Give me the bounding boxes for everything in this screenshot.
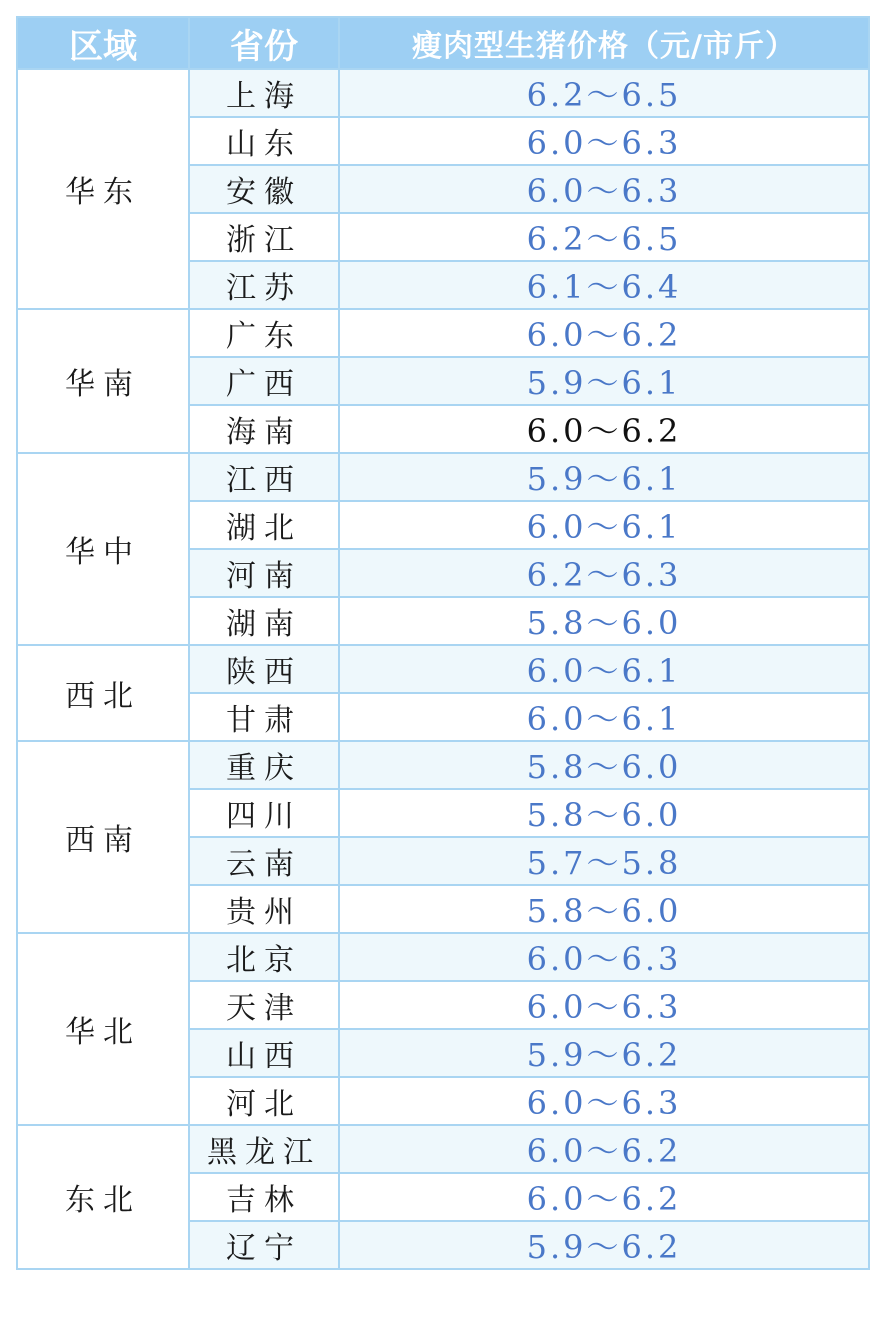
province-cell: 河北 xyxy=(189,1077,339,1125)
price-cell: 5.9～6.1 xyxy=(339,357,869,405)
price-cell: 6.0～6.2 xyxy=(339,1125,869,1173)
price-cell: 6.0～6.1 xyxy=(339,645,869,693)
province-cell: 陕西 xyxy=(189,645,339,693)
header-region: 区域 xyxy=(17,17,189,69)
price-cell: 6.0～6.2 xyxy=(339,309,869,357)
price-cell: 6.2～6.5 xyxy=(339,69,869,117)
price-cell: 6.2～6.5 xyxy=(339,213,869,261)
province-cell: 贵州 xyxy=(189,885,339,933)
price-cell: 5.9～6.1 xyxy=(339,453,869,501)
province-cell: 广东 xyxy=(189,309,339,357)
table-row xyxy=(17,645,869,693)
province-cell: 吉林 xyxy=(189,1173,339,1221)
price-cell: 5.8～6.0 xyxy=(339,885,869,933)
table-row xyxy=(17,69,869,117)
region-cell: 西南 xyxy=(17,741,189,933)
region-cell: 华东 xyxy=(17,69,189,309)
province-cell: 湖北 xyxy=(189,501,339,549)
region-cell: 华中 xyxy=(17,453,189,645)
price-cell: 6.0～6.2 xyxy=(339,1173,869,1221)
province-cell: 浙江 xyxy=(189,213,339,261)
province-cell: 天津 xyxy=(189,981,339,1029)
price-cell: 6.0～6.3 xyxy=(339,1077,869,1125)
price-cell: 5.8～6.0 xyxy=(339,741,869,789)
province-cell: 河南 xyxy=(189,549,339,597)
province-cell: 山东 xyxy=(189,117,339,165)
price-cell: 6.0～6.3 xyxy=(339,165,869,213)
table-row xyxy=(17,309,869,357)
price-cell: 5.9～6.2 xyxy=(339,1029,869,1077)
province-cell: 安徽 xyxy=(189,165,339,213)
province-cell: 上海 xyxy=(189,69,339,117)
province-cell: 北京 xyxy=(189,933,339,981)
province-cell: 重庆 xyxy=(189,741,339,789)
price-cell: 6.0～6.3 xyxy=(339,117,869,165)
province-cell: 四川 xyxy=(189,789,339,837)
price-cell: 6.0～6.3 xyxy=(339,933,869,981)
region-cell: 东北 xyxy=(17,1125,189,1269)
province-cell: 广西 xyxy=(189,357,339,405)
price-cell: 6.0～6.1 xyxy=(339,693,869,741)
price-cell: 6.0～6.1 xyxy=(339,501,869,549)
price-cell: 5.8～6.0 xyxy=(339,789,869,837)
table-row xyxy=(17,453,869,501)
table-body xyxy=(17,69,869,1269)
price-cell: 6.0～6.3 xyxy=(339,981,869,1029)
province-cell: 江西 xyxy=(189,453,339,501)
table-row xyxy=(17,1125,869,1173)
price-cell: 6.0～6.2 xyxy=(339,405,869,453)
pig-price-table xyxy=(16,16,870,1270)
price-cell: 6.1～6.4 xyxy=(339,261,869,309)
table-row xyxy=(17,933,869,981)
region-cell: 西北 xyxy=(17,645,189,741)
price-table-container xyxy=(16,16,868,1270)
province-cell: 湖南 xyxy=(189,597,339,645)
price-cell: 5.9～6.2 xyxy=(339,1221,869,1269)
table-row xyxy=(17,741,869,789)
region-cell: 华南 xyxy=(17,309,189,453)
header-province: 省份 xyxy=(189,17,339,69)
price-cell: 6.2～6.3 xyxy=(339,549,869,597)
price-cell: 5.7～5.8 xyxy=(339,837,869,885)
price-cell: 5.8～6.0 xyxy=(339,597,869,645)
province-cell: 江苏 xyxy=(189,261,339,309)
province-cell: 山西 xyxy=(189,1029,339,1077)
province-cell: 云南 xyxy=(189,837,339,885)
province-cell: 黑龙江 xyxy=(189,1125,339,1173)
province-cell: 辽宁 xyxy=(189,1221,339,1269)
province-cell: 海南 xyxy=(189,405,339,453)
province-cell: 甘肃 xyxy=(189,693,339,741)
header-price: 瘦肉型生猪价格（元/市斤） xyxy=(339,17,869,69)
header-row xyxy=(17,17,869,69)
region-cell: 华北 xyxy=(17,933,189,1125)
